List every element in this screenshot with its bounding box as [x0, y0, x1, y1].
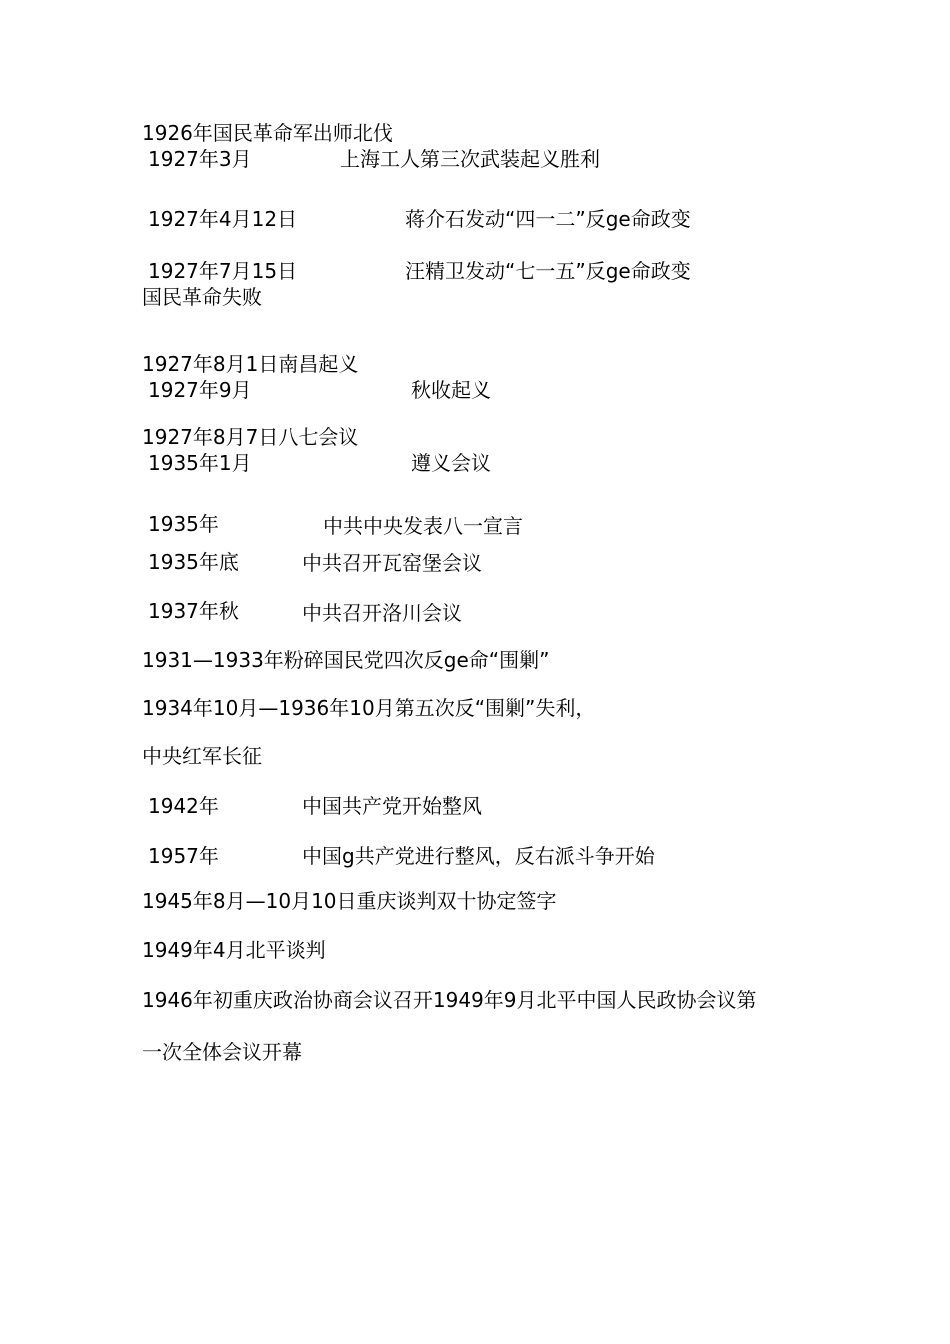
entry-1946-1949: 1946年初重庆政治协商会议召开1949年9月北平中国人民政协会议第	[142, 988, 757, 1012]
entry-1926-date: 1926年国民革命军出师北伐	[142, 121, 393, 145]
entry-1957-event: 中国g共产党进行整风，反右派斗争开始	[302, 844, 655, 868]
entry-1957-date: 1957年	[148, 844, 219, 868]
entry-1945: 1945年8月—10月10日重庆谈判双十协定签字	[142, 889, 557, 913]
entry-1927-7-15-date: 1927年7月15日	[148, 259, 298, 283]
entry-1935-end-date: 1935年底	[148, 550, 239, 574]
entry-1927-7-15-event: 汪精卫发动“七一五”反ge命政变	[405, 259, 691, 283]
entry-1934-1936: 1934年10月—1936年10月第五次反“围剿”失利，	[142, 696, 596, 720]
entry-1935-end-event: 中共召开瓦窑堡会议	[302, 551, 482, 575]
entry-1935-1-date: 1935年1月	[148, 451, 252, 475]
entry-1927-4-12-date: 1927年4月12日	[148, 207, 298, 231]
entry-1949-4: 1949年4月北平谈判	[142, 938, 326, 962]
entry-long-march: 中央红军长征	[142, 744, 262, 768]
entry-1942-date: 1942年	[148, 794, 219, 818]
entry-nanchang-uprising: 1927年8月1日南昌起义	[142, 352, 359, 376]
entry-1927-4-12-event: 蒋介石发动“四一二”反ge命政变	[405, 207, 691, 231]
entry-1927-3-event: 上海工人第三次武装起义胜利	[340, 147, 600, 171]
entry-1931-1933: 1931—1933年粉碎国民党四次反ge命“围剿”	[142, 648, 550, 672]
entry-1942-event: 中国共产党开始整风	[302, 794, 482, 818]
entry-1935-1-event: 遵义会议	[411, 451, 491, 475]
entry-plenary-opening: 一次全体会议开幕	[142, 1040, 302, 1064]
entry-1927-9-date: 1927年9月	[148, 378, 252, 402]
entry-1937-date: 1937年秋	[148, 599, 239, 623]
entry-1927-9-event: 秋收起义	[411, 378, 491, 402]
entry-1935-date: 1935年	[148, 512, 219, 536]
entry-1935-event: 中共中央发表八一宣言	[323, 514, 523, 538]
entry-bayi-meeting: 1927年8月7日八七会议	[142, 425, 359, 449]
entry-1927-3-date: 1927年3月	[148, 147, 252, 171]
entry-1937-event: 中共召开洛川会议	[302, 601, 462, 625]
entry-revolution-failed: 国民革命失败	[142, 285, 262, 309]
